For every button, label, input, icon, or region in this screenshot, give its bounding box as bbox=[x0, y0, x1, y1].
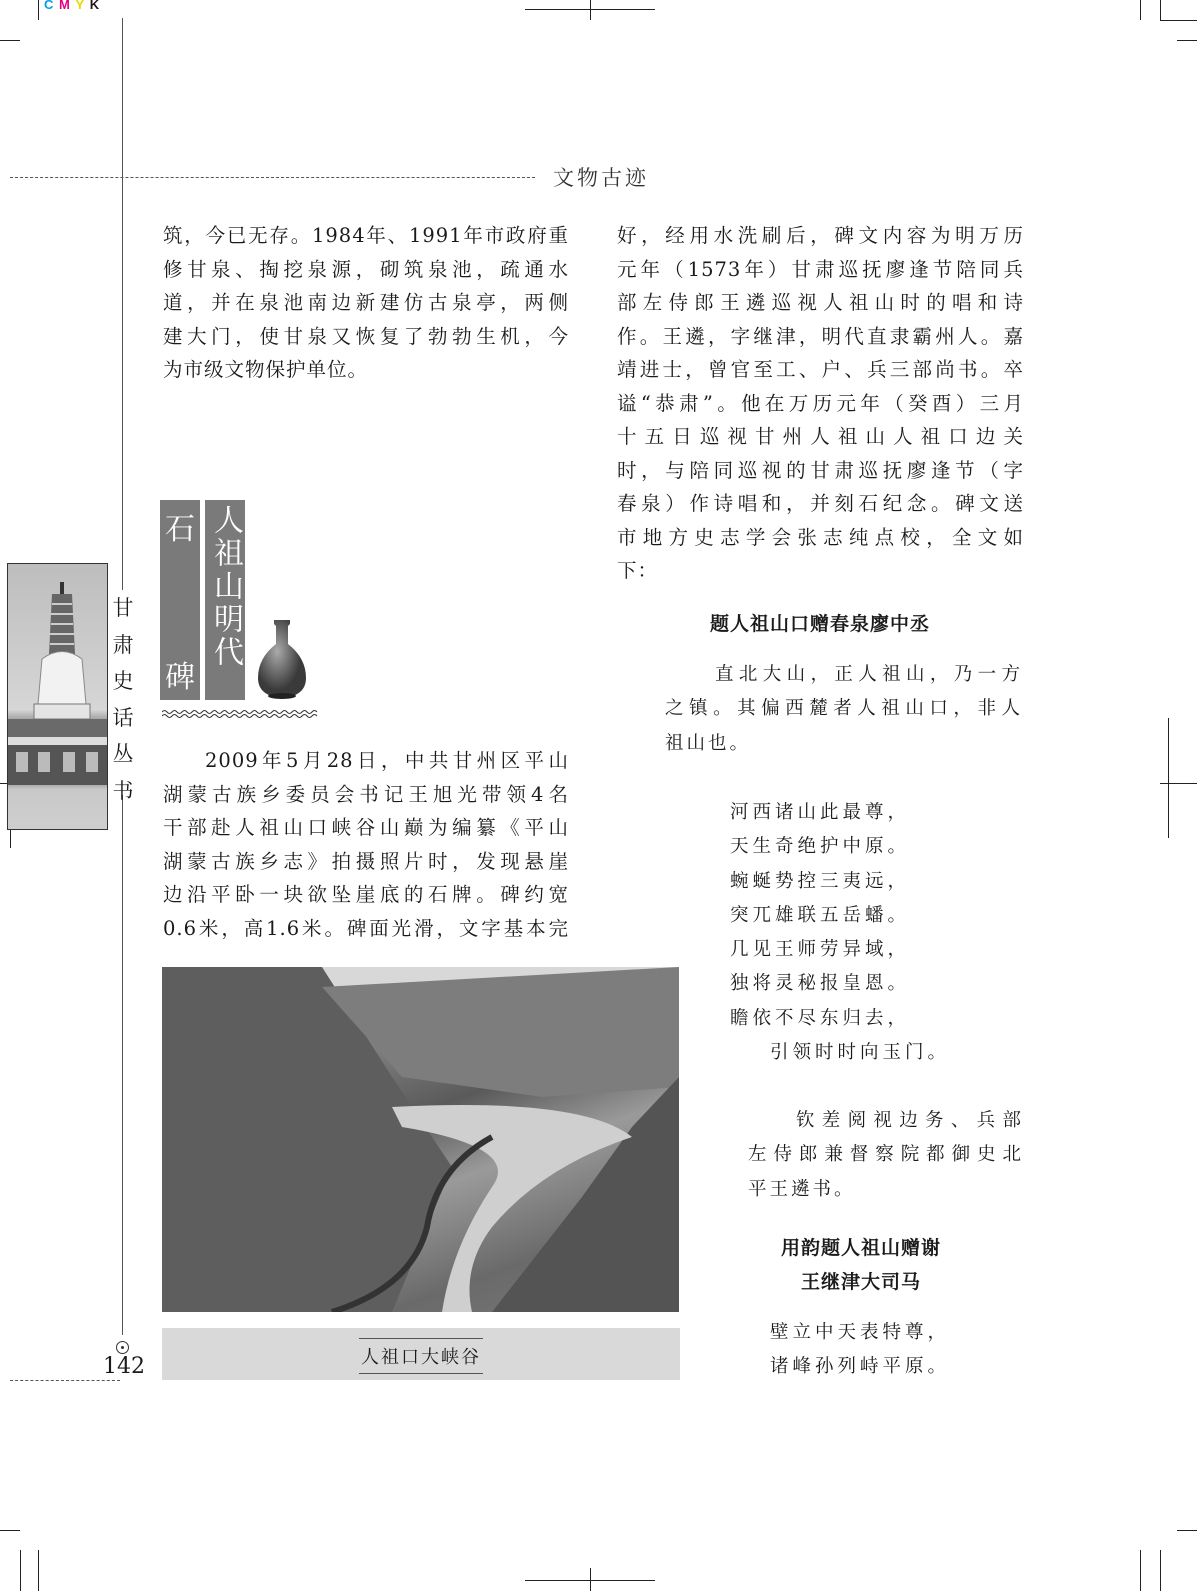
text-line: 部左侍郎王遴巡视人祖山时的唱和诗 bbox=[617, 291, 1024, 314]
text-line: 作。王遴，字继津，明代直隶霸州人。嘉 bbox=[617, 324, 1024, 348]
title-line: 用韵题人祖山赠谢 bbox=[780, 1237, 941, 1259]
text-line: 春泉）作诗唱和，并刻石纪念。碑文送 bbox=[617, 492, 1024, 515]
text-line: 边沿平卧一块欲坠崖底的石牌。碑约宽 bbox=[163, 883, 569, 906]
text-line: 筑，今已无存。1984年、1991年市政府重 bbox=[163, 224, 569, 247]
series-char: 甘 bbox=[112, 596, 134, 620]
white-pagoda-photo bbox=[7, 563, 108, 830]
verse-line: 引领时时向玉门。 bbox=[770, 1042, 951, 1064]
series-char: 话 bbox=[112, 705, 134, 730]
right-paragraph bbox=[617, 219, 1024, 588]
title-line: 王继津大司马 bbox=[800, 1271, 921, 1293]
verse-line: 天生奇绝护中原。 bbox=[730, 836, 911, 858]
text-line: 靖进士，曾官至工、户、兵三部尚书。卒 bbox=[617, 358, 1024, 381]
text-line: 元年（1573年）甘肃巡抚廖逢节陪同兵 bbox=[617, 257, 1024, 281]
text-line: 2009年5月28日，中共甘州区平山 bbox=[205, 749, 569, 772]
verse-line: 壁立中天表特尊， bbox=[770, 1322, 951, 1343]
verse-line: 几见王师劳异域， bbox=[730, 939, 911, 961]
poem1-signature bbox=[748, 1104, 1024, 1207]
text-line: 祖山也。 bbox=[665, 732, 752, 754]
margin-rule bbox=[122, 18, 123, 590]
verse-line: 独将灵秘报皇恩。 bbox=[730, 973, 911, 995]
text-line: 左侍郎兼督察院都御史北 bbox=[748, 1144, 1024, 1166]
photo-caption: 人祖口大峡谷 bbox=[359, 1338, 483, 1374]
text-line: 市地方史志学会张志纯点校，全文如 bbox=[617, 525, 1024, 549]
text-line: 时，与陪同巡视的甘肃巡抚廖逢节（字 bbox=[617, 458, 1024, 482]
verse-line: 河西诸山此最尊， bbox=[730, 802, 911, 823]
text-line: 干部赴人祖山口峡谷山巅为编纂《平山 bbox=[163, 816, 569, 839]
text-line: 直北大山，正人祖山，乃一方 bbox=[715, 664, 1023, 685]
verse-line: 诸峰孙列峙平原。 bbox=[770, 1356, 951, 1378]
text-line: 谥“恭肃”。他在万历元年（癸酉）三月 bbox=[617, 391, 1024, 415]
section-title: 文物古迹 bbox=[553, 166, 649, 190]
title-char-bottom: 碑 bbox=[165, 660, 195, 695]
poem2-verses bbox=[770, 1316, 950, 1385]
page-marker-icon bbox=[116, 1341, 129, 1354]
cmyk-c: C bbox=[44, 0, 55, 12]
article-paragraph bbox=[163, 744, 569, 945]
text-line: 十五日巡视甘州人祖山人祖口边关 bbox=[617, 425, 1024, 448]
verse-line: 瞻依不尽东归去， bbox=[730, 1007, 911, 1029]
text-line: 好，经用水洗刷后，碑文内容为明万历 bbox=[617, 224, 1024, 247]
poem2-title bbox=[720, 1231, 1002, 1299]
text-line: 0.6米，高1.6米。碑面光滑，文字基本完 bbox=[163, 916, 569, 940]
text-line: 之镇。其偏西麓者人祖山口，非人 bbox=[665, 698, 1023, 720]
series-char: 丛 bbox=[112, 742, 134, 766]
wavy-divider bbox=[162, 708, 320, 720]
text-line: 钦差阅视边务、兵部 bbox=[796, 1110, 1024, 1131]
series-char: 书 bbox=[112, 778, 134, 803]
intro-paragraph bbox=[163, 219, 569, 387]
title-char-top: 石 bbox=[165, 512, 195, 547]
verse-line: 突兀雄联五岳蟠。 bbox=[730, 904, 911, 926]
vase-icon bbox=[256, 618, 308, 700]
cmyk-m: M bbox=[59, 0, 71, 12]
canyon-photo bbox=[162, 967, 679, 1312]
poem1-title: 题人祖山口赠春泉廖中丞 bbox=[709, 613, 930, 635]
text-line: 为市级文物保护单位。 bbox=[163, 358, 369, 381]
text-line: 修甘泉、掏挖泉源，砌筑泉池，疏通水 bbox=[163, 257, 569, 281]
poem1-preface bbox=[665, 658, 1023, 761]
page-number: 142 bbox=[103, 1354, 145, 1379]
text-line: 湖蒙古族乡委员会书记王旭光带领4名 bbox=[163, 782, 569, 806]
series-char: 史 bbox=[112, 669, 134, 693]
header-dashed-rule bbox=[10, 177, 535, 178]
text-line: 下： bbox=[617, 559, 659, 582]
article-title-col2 bbox=[160, 500, 200, 700]
verse-line: 蜿蜒势控三夷远， bbox=[730, 870, 911, 892]
cmyk-color-mark bbox=[44, 0, 100, 12]
cmyk-k: K bbox=[89, 0, 101, 12]
text-line: 道，并在泉池南边新建仿古泉亭，两侧 bbox=[163, 291, 569, 314]
book-series-title bbox=[111, 590, 135, 809]
article-title-text: 人祖山明代 bbox=[208, 504, 243, 669]
footer-dashed-rule bbox=[10, 1380, 120, 1381]
text-line: 建大门，使甘泉又恢复了勃勃生机，今 bbox=[163, 324, 569, 348]
margin-rule-lower bbox=[122, 795, 123, 1335]
photo-caption-box bbox=[162, 1328, 680, 1380]
text-line: 湖蒙古族乡志》拍摄照片时，发现悬崖 bbox=[163, 849, 569, 873]
text-line: 平王遴书。 bbox=[748, 1178, 856, 1200]
series-char: 肃 bbox=[112, 632, 134, 657]
article-title-col1 bbox=[205, 500, 245, 700]
cmyk-y: Y bbox=[75, 0, 86, 12]
poem1-verses bbox=[730, 796, 950, 1070]
